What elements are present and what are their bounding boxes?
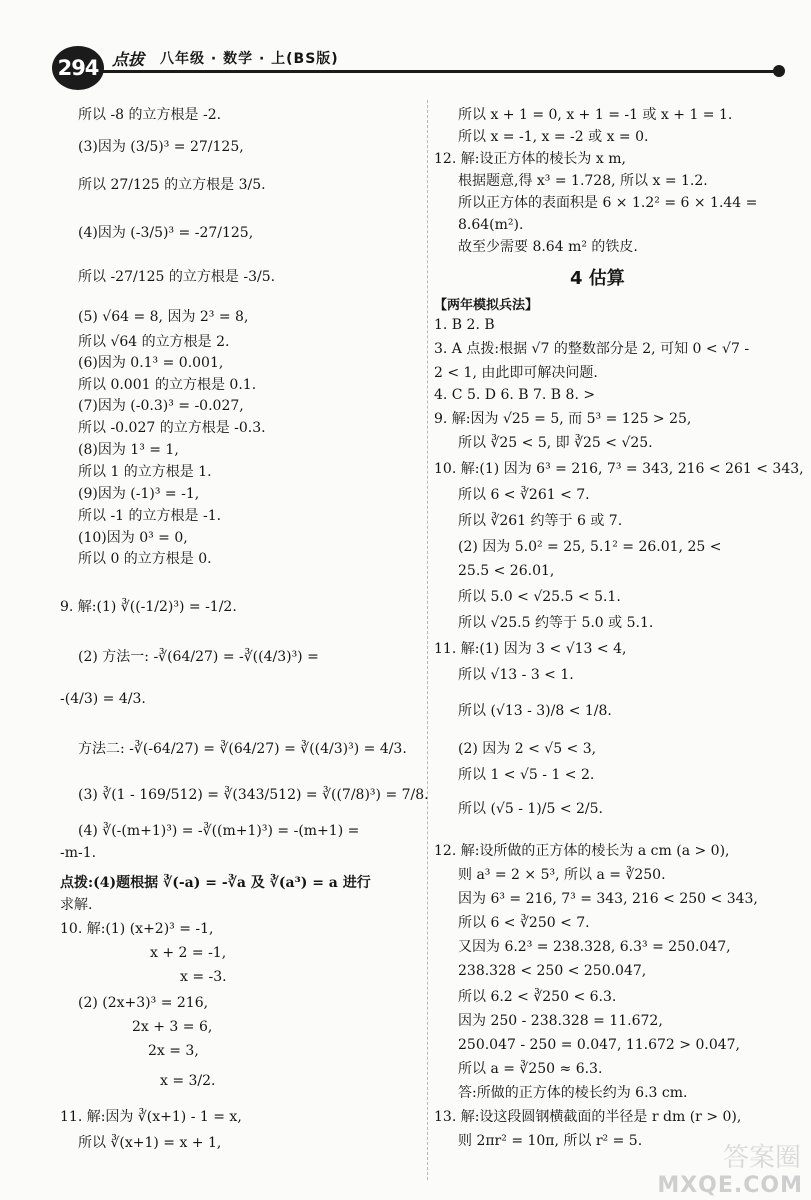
subsection-heading: 【两年模拟兵法】: [434, 298, 539, 313]
text-line: 1. B 2. B: [434, 317, 495, 333]
text-line: 11. 解:(1) 因为 3 < √13 < 4,: [434, 641, 627, 657]
text-line: 所以 (√13 - 3)/8 < 1/8.: [458, 703, 612, 719]
text-line: 点拨:(4)题根据 ∛(-a) = -∛a 及 ∛(a³) = a 进行: [60, 875, 371, 891]
text-line: 9. 解:(1) ∛((-1/2)³) = -1/2.: [60, 599, 237, 615]
page-number: 294: [52, 46, 104, 90]
text-line: 则 2πr² = 10π, 所以 r² = 5.: [458, 1133, 643, 1149]
text-line: 根据题意,得 x³ = 1.728, 所以 x = 1.2.: [458, 173, 708, 189]
watermark-text: MXQE.COM: [657, 1173, 803, 1198]
text-line: 所以 √25.5 约等于 5.0 或 5.1.: [458, 615, 654, 631]
text-line: (6)因为 0.1³ = 0.001,: [78, 355, 224, 371]
text-line: -m-1.: [60, 845, 97, 861]
text-line: (3)因为 (3/5)³ = 27/125,: [78, 139, 244, 155]
text-line: 所以 -1 的立方根是 -1.: [78, 508, 222, 524]
text-line: 所以 ∛261 约等于 6 或 7.: [458, 513, 623, 529]
text-line: x = -3.: [180, 969, 227, 985]
text-line: 所以 5.0 < √25.5 < 5.1.: [458, 589, 621, 605]
text-line: 所以 6.2 < ∛250 < 6.3.: [458, 989, 617, 1005]
text-line: 所以 0.001 的立方根是 0.1.: [78, 377, 257, 393]
text-line: (2) 因为 5.0² = 25, 5.1² = 26.01, 25 <: [458, 539, 722, 555]
text-line: 所以 1 < √5 - 1 < 2.: [458, 767, 595, 783]
text-line: 所以 x + 1 = 0, x + 1 = -1 或 x + 1 = 1.: [458, 107, 733, 123]
text-line: x = 3/2.: [160, 1073, 216, 1089]
text-line: -(4/3) = 4/3.: [60, 691, 146, 707]
text-line: 13. 解:设这段圆钢横截面的半径是 r dm (r > 0),: [434, 1109, 742, 1125]
text-line: 8.64(m²).: [458, 217, 524, 233]
brand-logo-text: 点拔: [112, 50, 145, 69]
text-line: 所以 ∛(x+1) = x + 1,: [78, 1135, 222, 1151]
book-title: 八年级 · 数学 · 上(BS版): [160, 51, 339, 67]
text-line: 所以 (√5 - 1)/5 < 2/5.: [458, 801, 603, 817]
text-line: x + 2 = -1,: [150, 945, 227, 961]
text-line: 12. 解:设所做的正方体的棱长为 a cm (a > 0),: [434, 843, 730, 859]
text-line: 所以 1 的立方根是 1.: [78, 464, 212, 480]
text-line: (4) ∛(-(m+1)³) = -∛((m+1)³) = -(m+1) =: [78, 823, 360, 839]
text-line: 2x = 3,: [148, 1043, 199, 1059]
text-line: 10. 解:(1) 因为 6³ = 216, 7³ = 343, 216 < 261 < 343,: [434, 461, 804, 477]
text-line: 所以 0 的立方根是 0.: [78, 551, 212, 567]
text-line: 25.5 < 26.01,: [458, 563, 555, 579]
section-heading: 4 估算: [570, 268, 625, 289]
text-line: 因为 250 - 238.328 = 11.672,: [458, 1013, 663, 1029]
text-line: 2 < 1, 由此即可解决问题.: [434, 365, 598, 381]
text-line: 又因为 6.2³ = 238.328, 6.3³ = 250.047,: [458, 939, 731, 955]
text-line: 所以 ∛25 < 5, 即 ∛25 < √25.: [458, 435, 653, 451]
text-line: 12. 解:设正方体的棱长为 x m,: [434, 151, 626, 167]
text-line: 10. 解:(1) (x+2)³ = -1,: [60, 921, 214, 937]
text-line: 所以 √13 - 3 < 1.: [458, 667, 574, 683]
text-line: (5) √64 = 8, 因为 2³ = 8,: [78, 309, 249, 325]
text-line: (7)因为 (-0.3)³ = -0.027,: [78, 398, 244, 414]
text-line: (2) 因为 2 < √5 < 3,: [458, 741, 597, 757]
text-line: (9)因为 (-1)³ = -1,: [78, 486, 200, 502]
text-line: 求解.: [60, 897, 93, 913]
text-line: 所以 -0.027 的立方根是 -0.3.: [78, 420, 266, 436]
header-rule-dot: [773, 65, 785, 77]
text-line: 答:所做的正方体的棱长约为 6.3 cm.: [458, 1085, 688, 1101]
text-line: 所以 6 < ∛261 < 7.: [458, 487, 590, 503]
text-line: (2) 方法一: -∛(64/27) = -∛((4/3)³) =: [78, 649, 319, 665]
text-line: (3) ∛(1 - 169/512) = ∛(343/512) = ∛((7/8)³) = 7/8.: [78, 787, 429, 803]
text-line: 因为 6³ = 216, 7³ = 343, 216 < 250 < 343,: [458, 891, 758, 907]
text-line: 238.328 < 250 < 250.047,: [458, 963, 647, 979]
text-line: 所以 27/125 的立方根是 3/5.: [78, 177, 266, 193]
text-line: 方法二: -∛(-64/27) = ∛(64/27) = ∛((4/3)³) = 4/3.: [78, 741, 407, 757]
text-line: 11. 解:因为 ∛(x+1) - 1 = x,: [60, 1109, 242, 1125]
header-rule: [100, 70, 780, 73]
text-line: 所以 x = -1, x = -2 或 x = 0.: [458, 129, 649, 145]
text-line: 2x + 3 = 6,: [132, 1019, 213, 1035]
text-line: (8)因为 1³ = 1,: [78, 442, 179, 458]
text-line: 4. C 5. D 6. B 7. B 8. >: [434, 387, 596, 403]
text-line: 所以 a = ∛250 ≈ 6.3.: [458, 1061, 603, 1077]
text-line: (2) (2x+3)³ = 216,: [78, 995, 209, 1011]
text-line: 9. 解:因为 √25 = 5, 而 5³ = 125 > 25,: [434, 411, 692, 427]
text-line: (4)因为 (-3/5)³ = -27/125,: [78, 225, 254, 241]
text-line: 3. A 点拨:根据 √7 的整数部分是 2, 可知 0 < √7 -: [434, 341, 750, 357]
text-line: (10)因为 0³ = 0,: [78, 530, 188, 546]
watermark-logo: 答案圈: [722, 1143, 801, 1173]
column-divider: [427, 100, 428, 1180]
text-line: 所以 -27/125 的立方根是 -3/5.: [78, 269, 276, 285]
text-line: 所以 6 < ∛250 < 7.: [458, 915, 590, 931]
text-line: 250.047 - 250 = 0.047, 11.672 > 0.047,: [458, 1037, 741, 1053]
text-line: 所以 √64 的立方根是 2.: [78, 334, 230, 350]
text-line: 所以 -8 的立方根是 -2.: [78, 107, 222, 123]
text-line: 则 a³ = 2 × 5³, 所以 a = ∛250.: [458, 867, 666, 883]
text-line: 所以正方体的表面积是 6 × 1.2² = 6 × 1.44 =: [458, 195, 758, 211]
text-line: 故至少需要 8.64 m² 的铁皮.: [458, 239, 638, 255]
